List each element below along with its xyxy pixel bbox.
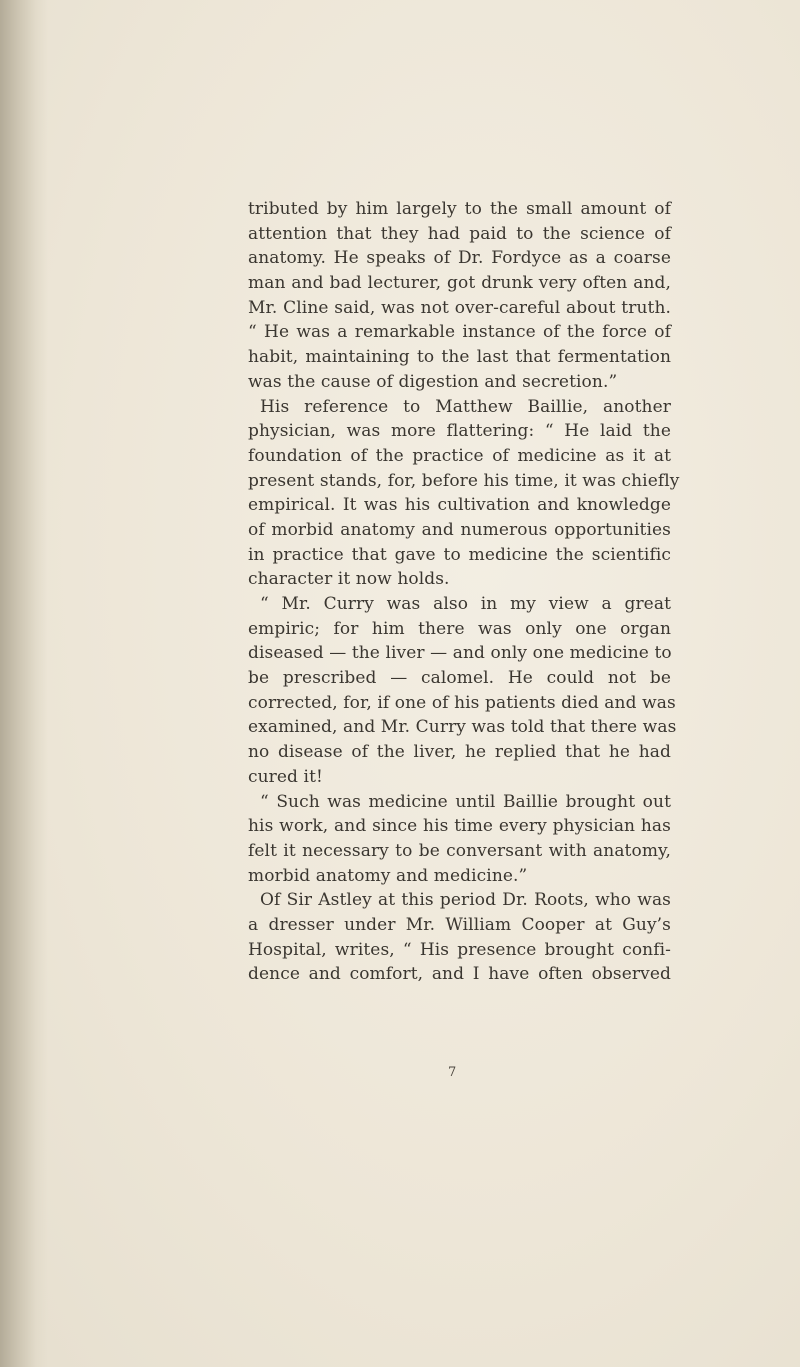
text-line: diseased — the liver — and only one medicine to <box>248 643 672 664</box>
text-line: tributed by him largely to the small amount of <box>248 199 671 219</box>
text-line: no disease of the liver, he replied that he had <box>248 742 671 763</box>
text-line: man and bad lecturer, got drunk very often and, <box>248 273 671 294</box>
text-line: morbid anatomy and medicine.” <box>248 865 528 886</box>
text-line: corrected, for, if one of his patients died and was <box>248 692 676 713</box>
text-line: of morbid anatomy and numerous opportunities <box>248 519 671 540</box>
text-line: examined, and Mr. Curry was told that there was <box>248 717 677 738</box>
text-line: empiric; for him there was only one organ <box>248 618 671 639</box>
text-line: His reference to Matthew Baillie, another <box>260 396 671 417</box>
text-line: anatomy. He speaks of Dr. Fordyce as a coarse <box>248 248 671 269</box>
text-line: a dresser under Mr. William Cooper at Guy’s <box>248 914 671 935</box>
text-line: be prescribed — calomel. He could not be <box>248 668 671 689</box>
binding-gutter-shadow <box>0 0 48 1367</box>
text-line: felt it necessary to be conversant with anatomy, <box>248 840 671 861</box>
text-line: present stands, for, before his time, it was chiefly <box>248 470 680 491</box>
text-line: physician, was more flattering: “ He laid the <box>248 421 671 442</box>
text-line: habit, maintaining to the last that fermentation <box>248 347 671 368</box>
text-line: character it now holds. <box>248 569 450 590</box>
text-line: in practice that gave to medicine the scientific <box>248 544 671 565</box>
text-line: Hospital, writes, “ His presence brought confi- <box>248 939 671 960</box>
text-line: dence and comfort, and I have often observed <box>248 964 671 985</box>
text-line: Of Sir Astley at this period Dr. Roots, who was <box>260 890 671 911</box>
text-line: “ Such was medicine until Baillie brought out <box>260 791 671 812</box>
text-line: Mr. Cline said, was not over-careful about truth. <box>248 297 671 318</box>
body-text <box>248 197 680 987</box>
text-line: was the cause of digestion and secretion.” <box>248 371 618 392</box>
text-line: attention that they had paid to the science of <box>248 223 671 244</box>
text-line: cured it! <box>248 766 323 787</box>
page-number: 7 <box>448 1065 457 1080</box>
text-line: “ He was a remarkable instance of the force of <box>248 322 671 343</box>
text-line: foundation of the practice of medicine as it at <box>248 445 671 466</box>
text-line: empirical. It was his cultivation and knowledge <box>248 495 671 516</box>
text-line: “ Mr. Curry was also in my view a great <box>260 594 671 614</box>
text-line: his work, and since his time every physician has <box>248 816 671 837</box>
